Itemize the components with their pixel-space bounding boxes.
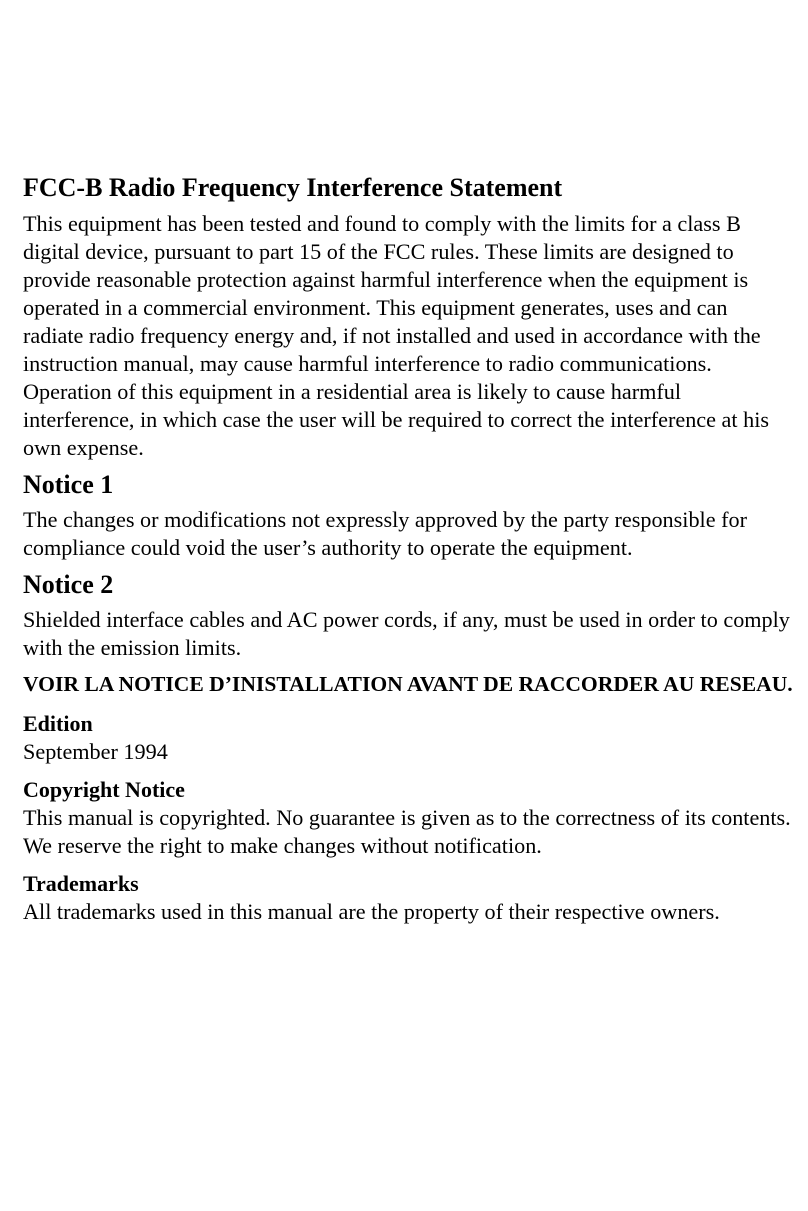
installation-warning: VOIR LA NOTICE D’INISTALLATION AVANT DE RACCORDER AU RESEAU. (23, 672, 793, 696)
notice-2-paragraph: Shielded interface cables and AC power cords, if any, must be used in order to comply with the emission limits. (23, 607, 790, 660)
document-page (23, 170, 793, 926)
copyright-heading: Copyright Notice (23, 777, 185, 802)
edition-section (23, 710, 793, 766)
notice-1-heading: Notice 1 (23, 470, 114, 499)
edition-text: September 1994 (23, 739, 168, 764)
notice-2-heading: Notice 2 (23, 570, 114, 599)
copyright-section (23, 776, 793, 860)
trademarks-text: All trademarks used in this manual are the property of their respective owners. (23, 899, 720, 924)
copyright-text: This manual is copyrighted. No guarantee is given as to the correctness of its contents. We reserve the right to make changes without notification. (23, 805, 791, 858)
fcc-paragraph: This equipment has been tested and found to comply with the limits for a class B digital device, pursuant to part 15 of the FCC rules. These limits are designed to provide reasonable protection against harmful interference when the equipment is operated in a commercial environment. This equipment generates, uses and can radiate radio frequency energy and, if not installed and used in accordance with the instruction manual, may cause harmful interference to radio communications. Operation of this equipment in a residential area is likely to cause harmful interference, in which case the user will be required to correct the interference at his own expense. (23, 211, 770, 460)
trademarks-section (23, 870, 793, 926)
edition-heading: Edition (23, 711, 93, 736)
notice-2-section (23, 568, 793, 662)
fcc-heading: FCC-B Radio Frequency Interference Statement (23, 173, 563, 202)
fcc-section (23, 170, 793, 462)
notice-1-section (23, 468, 793, 562)
trademarks-heading: Trademarks (23, 871, 139, 896)
notice-1-paragraph: The changes or modifications not expressly approved by the party responsible for compliance could void the user’s authority to operate the equipment. (23, 507, 747, 560)
